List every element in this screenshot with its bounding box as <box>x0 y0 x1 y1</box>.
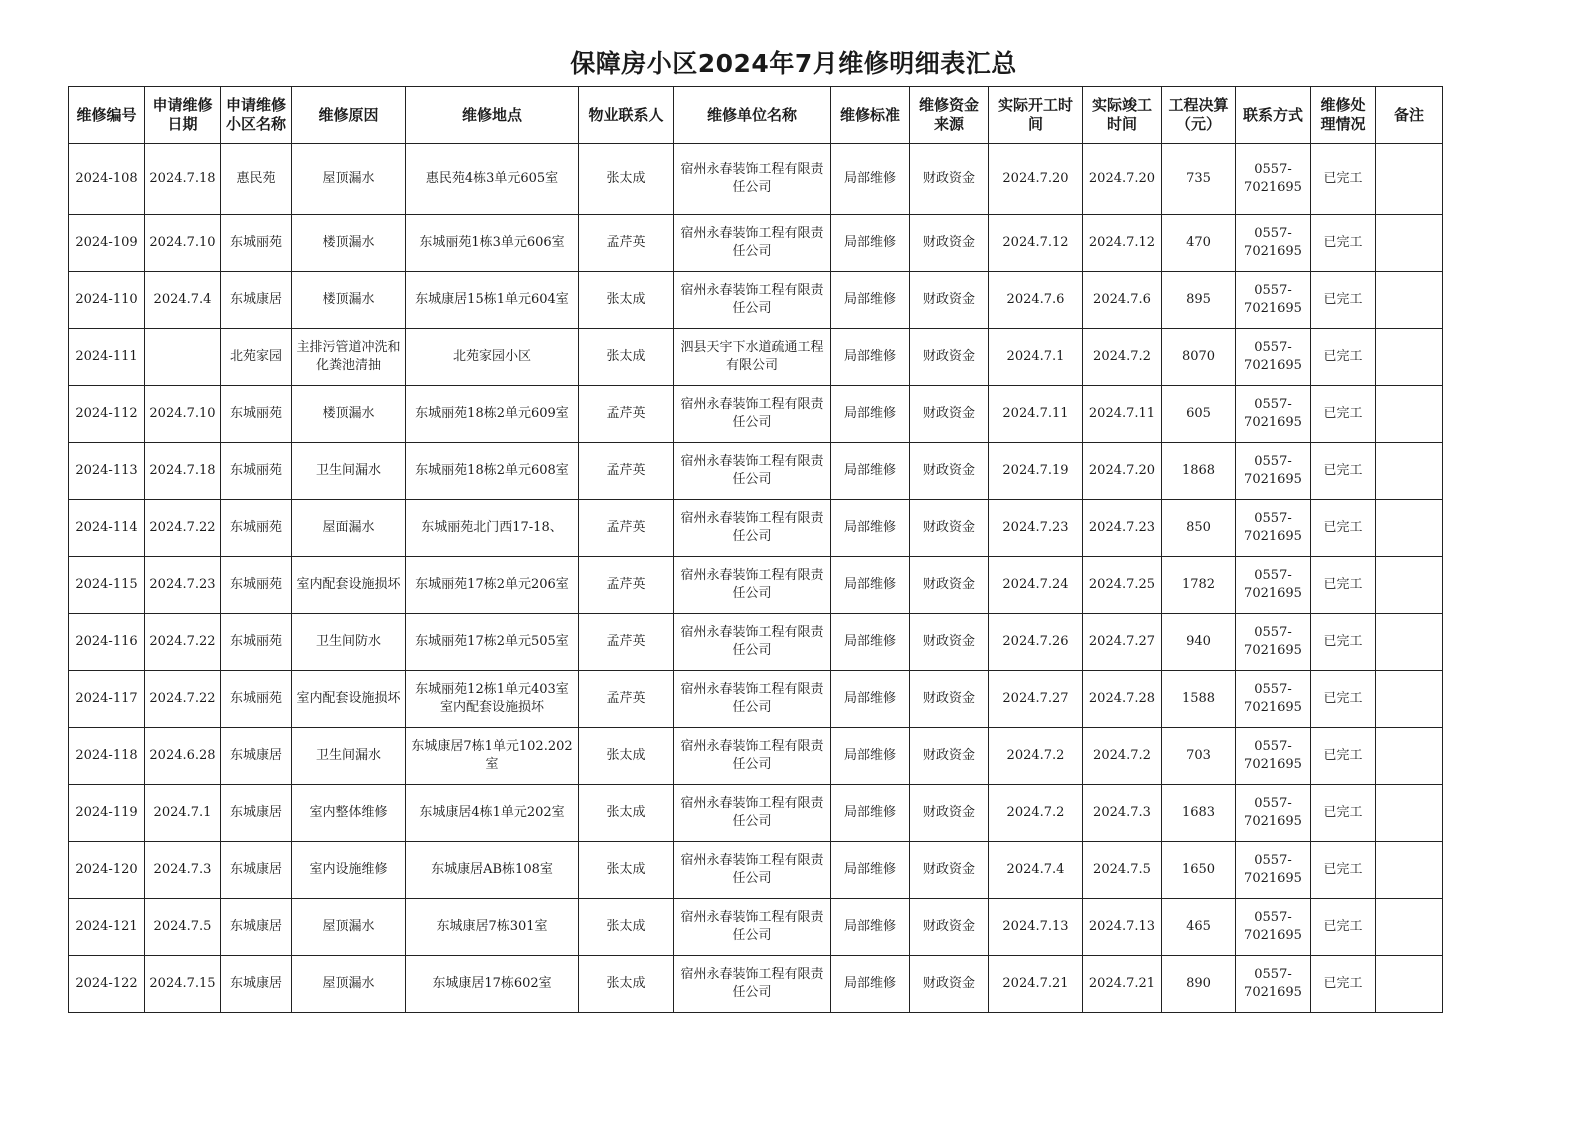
table-row <box>69 386 1443 443</box>
cell-apply-date: 2024.7.15 <box>145 956 221 1013</box>
table-row <box>69 272 1443 329</box>
table-row <box>69 671 1443 728</box>
cell-apply-date: 2024.7.3 <box>145 842 221 899</box>
cell-fund-source: 财政资金 <box>910 557 989 614</box>
header-repair-standard: 维修标准 <box>831 87 910 144</box>
table-row <box>69 215 1443 272</box>
cell-finish-date: 2024.7.27 <box>1083 614 1162 671</box>
cell-repair-reason: 楼顶漏水 <box>292 272 406 329</box>
cell-repair-location: 东城丽苑1栋3单元606室 <box>406 215 579 272</box>
cell-repair-no: 2024-118 <box>69 728 145 785</box>
table-row <box>69 728 1443 785</box>
cell-repair-standard: 局部维修 <box>831 500 910 557</box>
header-apply-date: 申请维修日期 <box>145 87 221 144</box>
cell-repair-no: 2024-108 <box>69 144 145 215</box>
cell-repair-standard: 局部维修 <box>831 671 910 728</box>
cell-community: 东城丽苑 <box>221 386 292 443</box>
cell-repair-no: 2024-114 <box>69 500 145 557</box>
cell-contact: 0557-7021695 <box>1236 899 1311 956</box>
cell-repair-standard: 局部维修 <box>831 785 910 842</box>
cell-settlement: 8070 <box>1162 329 1236 386</box>
cell-property-contact: 孟芹英 <box>579 500 674 557</box>
cell-settlement: 890 <box>1162 956 1236 1013</box>
cell-contact: 0557-7021695 <box>1236 785 1311 842</box>
header-repair-reason: 维修原因 <box>292 87 406 144</box>
cell-repair-company: 宿州永春装饰工程有限责任公司 <box>674 842 831 899</box>
cell-start-date: 2024.7.2 <box>989 785 1083 842</box>
cell-finish-date: 2024.7.13 <box>1083 899 1162 956</box>
cell-fund-source: 财政资金 <box>910 956 989 1013</box>
cell-fund-source: 财政资金 <box>910 728 989 785</box>
cell-property-contact: 孟芹英 <box>579 557 674 614</box>
cell-community: 东城康居 <box>221 785 292 842</box>
cell-repair-reason: 楼顶漏水 <box>292 386 406 443</box>
cell-apply-date: 2024.7.22 <box>145 500 221 557</box>
cell-repair-company: 宿州永春装饰工程有限责任公司 <box>674 215 831 272</box>
cell-status: 已完工 <box>1311 443 1376 500</box>
cell-contact: 0557-7021695 <box>1236 215 1311 272</box>
cell-fund-source: 财政资金 <box>910 215 989 272</box>
cell-property-contact: 张太成 <box>579 842 674 899</box>
cell-repair-reason: 室内配套设施损坏 <box>292 671 406 728</box>
cell-property-contact: 张太成 <box>579 899 674 956</box>
cell-property-contact: 张太成 <box>579 728 674 785</box>
cell-contact: 0557-7021695 <box>1236 500 1311 557</box>
cell-apply-date: 2024.7.22 <box>145 671 221 728</box>
table-row <box>69 500 1443 557</box>
cell-property-contact: 孟芹英 <box>579 215 674 272</box>
cell-remarks <box>1376 443 1443 500</box>
cell-status: 已完工 <box>1311 785 1376 842</box>
cell-contact: 0557-7021695 <box>1236 386 1311 443</box>
table-row <box>69 899 1443 956</box>
cell-remarks <box>1376 500 1443 557</box>
cell-start-date: 2024.7.21 <box>989 956 1083 1013</box>
cell-fund-source: 财政资金 <box>910 842 989 899</box>
cell-community: 东城丽苑 <box>221 614 292 671</box>
cell-contact: 0557-7021695 <box>1236 144 1311 215</box>
cell-status: 已完工 <box>1311 386 1376 443</box>
cell-fund-source: 财政资金 <box>910 614 989 671</box>
cell-start-date: 2024.7.13 <box>989 899 1083 956</box>
cell-finish-date: 2024.7.28 <box>1083 671 1162 728</box>
table-row <box>69 443 1443 500</box>
cell-repair-location: 东城康居15栋1单元604室 <box>406 272 579 329</box>
cell-repair-no: 2024-121 <box>69 899 145 956</box>
cell-start-date: 2024.7.23 <box>989 500 1083 557</box>
cell-repair-company: 宿州永春装饰工程有限责任公司 <box>674 785 831 842</box>
cell-start-date: 2024.7.4 <box>989 842 1083 899</box>
cell-repair-no: 2024-122 <box>69 956 145 1013</box>
cell-repair-location: 东城康居7栋301室 <box>406 899 579 956</box>
cell-finish-date: 2024.7.6 <box>1083 272 1162 329</box>
cell-repair-location: 东城丽苑18栋2单元609室 <box>406 386 579 443</box>
cell-contact: 0557-7021695 <box>1236 557 1311 614</box>
cell-status: 已完工 <box>1311 842 1376 899</box>
header-repair-no: 维修编号 <box>69 87 145 144</box>
cell-repair-location: 北苑家园小区 <box>406 329 579 386</box>
cell-community: 东城康居 <box>221 956 292 1013</box>
table-body <box>69 144 1443 1013</box>
cell-fund-source: 财政资金 <box>910 500 989 557</box>
cell-remarks <box>1376 215 1443 272</box>
cell-status: 已完工 <box>1311 500 1376 557</box>
cell-status: 已完工 <box>1311 728 1376 785</box>
cell-remarks <box>1376 272 1443 329</box>
cell-repair-standard: 局部维修 <box>831 728 910 785</box>
cell-settlement: 1868 <box>1162 443 1236 500</box>
cell-settlement: 1650 <box>1162 842 1236 899</box>
cell-finish-date: 2024.7.21 <box>1083 956 1162 1013</box>
cell-settlement: 470 <box>1162 215 1236 272</box>
cell-community: 东城康居 <box>221 272 292 329</box>
cell-community: 东城丽苑 <box>221 443 292 500</box>
cell-settlement: 1782 <box>1162 557 1236 614</box>
cell-property-contact: 张太成 <box>579 272 674 329</box>
cell-status: 已完工 <box>1311 329 1376 386</box>
cell-contact: 0557-7021695 <box>1236 956 1311 1013</box>
cell-fund-source: 财政资金 <box>910 671 989 728</box>
cell-community: 东城丽苑 <box>221 500 292 557</box>
cell-status: 已完工 <box>1311 215 1376 272</box>
cell-remarks <box>1376 728 1443 785</box>
cell-repair-location: 东城丽苑18栋2单元608室 <box>406 443 579 500</box>
cell-fund-source: 财政资金 <box>910 144 989 215</box>
cell-contact: 0557-7021695 <box>1236 671 1311 728</box>
cell-repair-company: 宿州永春装饰工程有限责任公司 <box>674 443 831 500</box>
cell-status: 已完工 <box>1311 144 1376 215</box>
cell-contact: 0557-7021695 <box>1236 728 1311 785</box>
header-repair-company: 维修单位名称 <box>674 87 831 144</box>
cell-remarks <box>1376 329 1443 386</box>
cell-repair-company: 宿州永春装饰工程有限责任公司 <box>674 386 831 443</box>
cell-property-contact: 张太成 <box>579 785 674 842</box>
cell-repair-no: 2024-112 <box>69 386 145 443</box>
cell-repair-standard: 局部维修 <box>831 557 910 614</box>
cell-settlement: 895 <box>1162 272 1236 329</box>
cell-start-date: 2024.7.1 <box>989 329 1083 386</box>
table-row <box>69 956 1443 1013</box>
cell-remarks <box>1376 557 1443 614</box>
cell-repair-company: 宿州永春装饰工程有限责任公司 <box>674 557 831 614</box>
cell-status: 已完工 <box>1311 671 1376 728</box>
cell-property-contact: 张太成 <box>579 956 674 1013</box>
cell-community: 东城康居 <box>221 842 292 899</box>
cell-repair-standard: 局部维修 <box>831 272 910 329</box>
cell-finish-date: 2024.7.23 <box>1083 500 1162 557</box>
cell-property-contact: 孟芹英 <box>579 671 674 728</box>
cell-apply-date: 2024.6.28 <box>145 728 221 785</box>
cell-apply-date: 2024.7.10 <box>145 386 221 443</box>
cell-community: 东城康居 <box>221 728 292 785</box>
cell-contact: 0557-7021695 <box>1236 614 1311 671</box>
cell-start-date: 2024.7.6 <box>989 272 1083 329</box>
cell-repair-location: 东城丽苑17栋2单元206室 <box>406 557 579 614</box>
cell-repair-no: 2024-120 <box>69 842 145 899</box>
cell-apply-date: 2024.7.5 <box>145 899 221 956</box>
header-repair-location: 维修地点 <box>406 87 579 144</box>
table-row <box>69 842 1443 899</box>
cell-contact: 0557-7021695 <box>1236 443 1311 500</box>
cell-remarks <box>1376 386 1443 443</box>
cell-finish-date: 2024.7.11 <box>1083 386 1162 443</box>
table-row <box>69 785 1443 842</box>
cell-property-contact: 张太成 <box>579 329 674 386</box>
cell-status: 已完工 <box>1311 272 1376 329</box>
cell-repair-standard: 局部维修 <box>831 386 910 443</box>
cell-remarks <box>1376 956 1443 1013</box>
cell-finish-date: 2024.7.2 <box>1083 329 1162 386</box>
table-row <box>69 557 1443 614</box>
cell-apply-date: 2024.7.18 <box>145 443 221 500</box>
header-start-date: 实际开工时间 <box>989 87 1083 144</box>
cell-start-date: 2024.7.12 <box>989 215 1083 272</box>
cell-repair-company: 宿州永春装饰工程有限责任公司 <box>674 144 831 215</box>
cell-community: 北苑家园 <box>221 329 292 386</box>
cell-finish-date: 2024.7.20 <box>1083 443 1162 500</box>
cell-repair-reason: 卫生间防水 <box>292 614 406 671</box>
cell-repair-reason: 室内设施维修 <box>292 842 406 899</box>
cell-apply-date: 2024.7.23 <box>145 557 221 614</box>
cell-repair-reason: 室内配套设施损坏 <box>292 557 406 614</box>
page-title: 保障房小区2024年7月维修明细表汇总 <box>570 49 1017 78</box>
cell-property-contact: 张太成 <box>579 144 674 215</box>
cell-repair-standard: 局部维修 <box>831 614 910 671</box>
cell-settlement: 850 <box>1162 500 1236 557</box>
cell-apply-date: 2024.7.10 <box>145 215 221 272</box>
cell-finish-date: 2024.7.3 <box>1083 785 1162 842</box>
cell-repair-reason: 屋顶漏水 <box>292 144 406 215</box>
maintenance-table <box>68 86 1443 1013</box>
cell-repair-reason: 主排污管道冲洗和化粪池清抽 <box>292 329 406 386</box>
cell-repair-standard: 局部维修 <box>831 956 910 1013</box>
cell-start-date: 2024.7.2 <box>989 728 1083 785</box>
cell-repair-standard: 局部维修 <box>831 899 910 956</box>
header-contact: 联系方式 <box>1236 87 1311 144</box>
cell-remarks <box>1376 614 1443 671</box>
cell-apply-date: 2024.7.18 <box>145 144 221 215</box>
cell-repair-location: 东城康居7栋1单元102.202室 <box>406 728 579 785</box>
header-community: 申请维修小区名称 <box>221 87 292 144</box>
cell-repair-no: 2024-113 <box>69 443 145 500</box>
header-remarks: 备注 <box>1376 87 1443 144</box>
cell-repair-location: 东城康居AB栋108室 <box>406 842 579 899</box>
cell-finish-date: 2024.7.2 <box>1083 728 1162 785</box>
cell-apply-date: 2024.7.22 <box>145 614 221 671</box>
cell-repair-location: 东城丽苑12栋1单元403室室内配套设施损坏 <box>406 671 579 728</box>
cell-fund-source: 财政资金 <box>910 899 989 956</box>
cell-repair-location: 东城丽苑北门西17-18、 <box>406 500 579 557</box>
cell-remarks <box>1376 671 1443 728</box>
cell-fund-source: 财政资金 <box>910 785 989 842</box>
cell-repair-reason: 楼顶漏水 <box>292 215 406 272</box>
cell-start-date: 2024.7.24 <box>989 557 1083 614</box>
cell-repair-standard: 局部维修 <box>831 329 910 386</box>
cell-property-contact: 孟芹英 <box>579 386 674 443</box>
cell-repair-company: 宿州永春装饰工程有限责任公司 <box>674 614 831 671</box>
cell-remarks <box>1376 144 1443 215</box>
cell-contact: 0557-7021695 <box>1236 272 1311 329</box>
table-row <box>69 614 1443 671</box>
cell-community: 东城丽苑 <box>221 671 292 728</box>
cell-fund-source: 财政资金 <box>910 443 989 500</box>
cell-property-contact: 孟芹英 <box>579 614 674 671</box>
cell-community: 惠民苑 <box>221 144 292 215</box>
cell-community: 东城康居 <box>221 899 292 956</box>
cell-fund-source: 财政资金 <box>910 272 989 329</box>
cell-repair-reason: 卫生间漏水 <box>292 443 406 500</box>
table-row <box>69 329 1443 386</box>
cell-repair-no: 2024-111 <box>69 329 145 386</box>
cell-settlement: 1683 <box>1162 785 1236 842</box>
cell-fund-source: 财政资金 <box>910 329 989 386</box>
cell-repair-standard: 局部维修 <box>831 144 910 215</box>
header-settlement: 工程决算（元） <box>1162 87 1236 144</box>
table-row <box>69 144 1443 215</box>
cell-finish-date: 2024.7.12 <box>1083 215 1162 272</box>
cell-repair-no: 2024-110 <box>69 272 145 329</box>
cell-status: 已完工 <box>1311 956 1376 1013</box>
cell-status: 已完工 <box>1311 614 1376 671</box>
cell-settlement: 605 <box>1162 386 1236 443</box>
cell-repair-no: 2024-109 <box>69 215 145 272</box>
cell-settlement: 1588 <box>1162 671 1236 728</box>
cell-repair-location: 东城康居4栋1单元202室 <box>406 785 579 842</box>
cell-repair-company: 泗县天宇下水道疏通工程有限公司 <box>674 329 831 386</box>
cell-settlement: 940 <box>1162 614 1236 671</box>
cell-repair-standard: 局部维修 <box>831 215 910 272</box>
cell-repair-standard: 局部维修 <box>831 842 910 899</box>
cell-repair-company: 宿州永春装饰工程有限责任公司 <box>674 671 831 728</box>
cell-repair-location: 东城康居17栋602室 <box>406 956 579 1013</box>
cell-contact: 0557-7021695 <box>1236 329 1311 386</box>
cell-remarks <box>1376 842 1443 899</box>
cell-start-date: 2024.7.27 <box>989 671 1083 728</box>
cell-remarks <box>1376 899 1443 956</box>
cell-repair-reason: 卫生间漏水 <box>292 728 406 785</box>
cell-start-date: 2024.7.26 <box>989 614 1083 671</box>
cell-start-date: 2024.7.20 <box>989 144 1083 215</box>
cell-status: 已完工 <box>1311 899 1376 956</box>
cell-contact: 0557-7021695 <box>1236 842 1311 899</box>
cell-finish-date: 2024.7.20 <box>1083 144 1162 215</box>
cell-community: 东城丽苑 <box>221 215 292 272</box>
cell-apply-date: 2024.7.4 <box>145 272 221 329</box>
cell-repair-location: 惠民苑4栋3单元605室 <box>406 144 579 215</box>
cell-apply-date <box>145 329 221 386</box>
header-finish-date: 实际竣工时间 <box>1083 87 1162 144</box>
cell-repair-no: 2024-115 <box>69 557 145 614</box>
cell-repair-reason: 屋顶漏水 <box>292 956 406 1013</box>
cell-repair-reason: 室内整体维修 <box>292 785 406 842</box>
cell-settlement: 735 <box>1162 144 1236 215</box>
cell-settlement: 465 <box>1162 899 1236 956</box>
cell-status: 已完工 <box>1311 557 1376 614</box>
cell-remarks <box>1376 785 1443 842</box>
cell-repair-company: 宿州永春装饰工程有限责任公司 <box>674 956 831 1013</box>
cell-repair-company: 宿州永春装饰工程有限责任公司 <box>674 272 831 329</box>
cell-repair-company: 宿州永春装饰工程有限责任公司 <box>674 500 831 557</box>
cell-finish-date: 2024.7.25 <box>1083 557 1162 614</box>
cell-repair-no: 2024-116 <box>69 614 145 671</box>
cell-start-date: 2024.7.19 <box>989 443 1083 500</box>
cell-repair-standard: 局部维修 <box>831 443 910 500</box>
cell-repair-company: 宿州永春装饰工程有限责任公司 <box>674 899 831 956</box>
cell-settlement: 703 <box>1162 728 1236 785</box>
cell-community: 东城丽苑 <box>221 557 292 614</box>
table-header-row <box>69 87 1443 144</box>
cell-fund-source: 财政资金 <box>910 386 989 443</box>
cell-apply-date: 2024.7.1 <box>145 785 221 842</box>
header-property-contact: 物业联系人 <box>579 87 674 144</box>
cell-repair-no: 2024-117 <box>69 671 145 728</box>
header-status: 维修处理情况 <box>1311 87 1376 144</box>
cell-finish-date: 2024.7.5 <box>1083 842 1162 899</box>
cell-repair-reason: 屋面漏水 <box>292 500 406 557</box>
cell-repair-location: 东城丽苑17栋2单元505室 <box>406 614 579 671</box>
cell-repair-reason: 屋顶漏水 <box>292 899 406 956</box>
cell-start-date: 2024.7.11 <box>989 386 1083 443</box>
cell-property-contact: 孟芹英 <box>579 443 674 500</box>
header-fund-source: 维修资金来源 <box>910 87 989 144</box>
cell-repair-no: 2024-119 <box>69 785 145 842</box>
cell-repair-company: 宿州永春装饰工程有限责任公司 <box>674 728 831 785</box>
